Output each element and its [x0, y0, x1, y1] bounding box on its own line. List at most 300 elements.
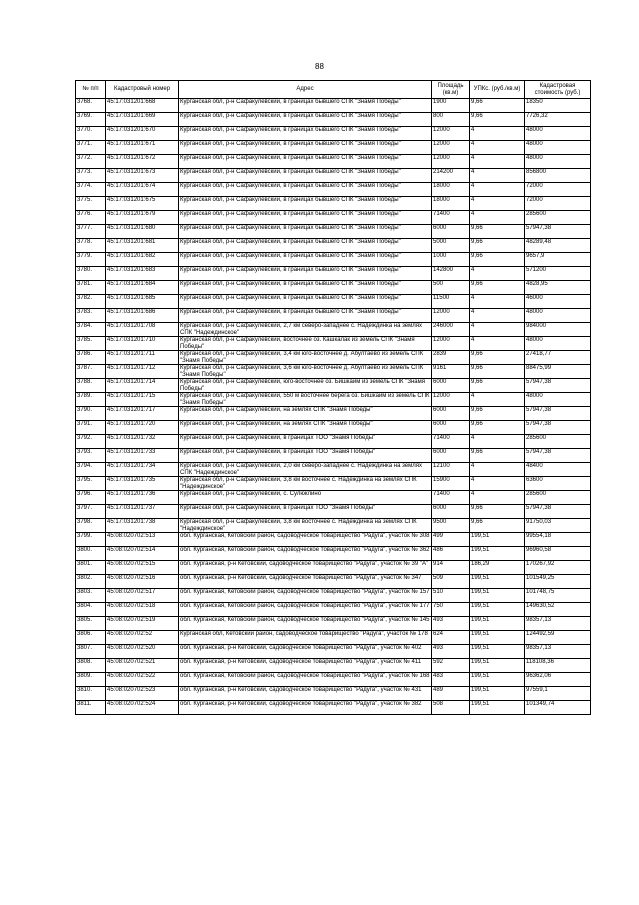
- column-header-address: Адрес: [179, 81, 432, 99]
- cell-upks: 4: [470, 309, 525, 323]
- cell-address: Курганская обл, р-н Сафакулевский, в границах бывшего СПК "Знамя Победы": [179, 141, 432, 155]
- cell-number: 3792.: [76, 435, 106, 449]
- cell-cadastral-value: 48000: [525, 337, 591, 351]
- cell-upks: 9,66: [470, 253, 525, 267]
- cell-number: 3779.: [76, 253, 106, 267]
- cell-cadastral-value: 57947,38: [525, 505, 591, 519]
- cell-cadastral-value: 57947,38: [525, 421, 591, 435]
- cell-number: 3810.: [76, 687, 106, 701]
- cell-cadastral-value: 72000: [525, 183, 591, 197]
- table-row: [76, 505, 591, 519]
- table-row: [76, 547, 591, 561]
- table-row: [76, 323, 591, 337]
- column-header-cadastral-number: Кадастровый номер: [106, 81, 179, 99]
- cell-number: 3798.: [76, 519, 106, 533]
- cell-address: Курганская обл, р-н Сафакулевский, в границах бывшего СПК "Знамя Победы": [179, 169, 432, 183]
- cell-cadastral-value: 46000: [525, 295, 591, 309]
- cell-number: 3811.: [76, 701, 106, 715]
- cell-number: 3788.: [76, 379, 106, 393]
- cell-cadastral-value: 27418,77: [525, 351, 591, 365]
- cell-number: 3808.: [76, 659, 106, 673]
- cell-address: Курганская обл, р-н Сафакулевский, юго-восточнее оз. Бишкаим из земель СПК "Знамя Победы": [179, 379, 432, 393]
- table-row: [76, 687, 591, 701]
- cell-upks: 199,51: [470, 687, 525, 701]
- cell-address: Курганская обл, р-н Сафакулевский, в границах ТОО "Знамя Победы": [179, 505, 432, 519]
- cell-area: 800: [432, 113, 470, 127]
- cell-area: 1900: [432, 99, 470, 113]
- cell-cadastral-value: 101349,74: [525, 701, 591, 715]
- table-row: [76, 155, 591, 169]
- cell-cadastral-number: 45:08:020702:524: [106, 701, 179, 715]
- cell-number: 3772.: [76, 155, 106, 169]
- cell-cadastral-value: 48000: [525, 141, 591, 155]
- table-row: [76, 603, 591, 617]
- cell-upks: 9,66: [470, 505, 525, 519]
- cell-address: Курганская обл, р-н Сафакулевский, 3,4 км юго-восточнее д. Абултаево из земель СПК "Знамя Победы": [179, 351, 432, 365]
- cell-cadastral-value: 96362,06: [525, 673, 591, 687]
- cell-area: 142800: [432, 267, 470, 281]
- cell-cadastral-number: 45:17:031201:668: [106, 99, 179, 113]
- cell-area: 12000: [432, 309, 470, 323]
- cell-number: 3801.: [76, 561, 106, 575]
- cell-address: Курганская обл, р-н Сафакулевский, 3,6 км юго-восточнее д. Абултаево из земель СПК "Знамя Победы": [179, 365, 432, 379]
- cell-cadastral-value: 285600: [525, 211, 591, 225]
- cell-area: 246000: [432, 323, 470, 337]
- cell-address: Курганская обл, р-н Сафакулевский, 3,8 км восточнее с. Надеждинка на землях СПК "Надеждинское": [179, 477, 432, 491]
- cell-area: 750: [432, 603, 470, 617]
- cell-upks: 199,51: [470, 603, 525, 617]
- cell-cadastral-number: 45:17:031201:683: [106, 267, 179, 281]
- table-row: [76, 281, 591, 295]
- cell-upks: 199,51: [470, 617, 525, 631]
- cell-area: 12000: [432, 337, 470, 351]
- table-body: [76, 99, 591, 715]
- cell-cadastral-number: 45:17:031201:685: [106, 295, 179, 309]
- cell-upks: 4: [470, 141, 525, 155]
- cell-cadastral-value: 88475,99: [525, 365, 591, 379]
- cell-address: Курганская обл, р-н Сафакулевский, в границах бывшего СПК "Знамя Победы": [179, 183, 432, 197]
- cell-cadastral-value: 96960,58: [525, 547, 591, 561]
- cell-cadastral-number: 45:17:031201:736: [106, 491, 179, 505]
- cell-number: 3771.: [76, 141, 106, 155]
- cell-upks: 4: [470, 295, 525, 309]
- cell-address: Курганская обл, р-н Сафакулевский, 2,7 км северо-западнее с. Надеждинка на землях СПК "Надеждинское": [179, 323, 432, 337]
- cell-number: 3807.: [76, 645, 106, 659]
- cell-cadastral-value: 63600: [525, 477, 591, 491]
- cell-upks: 199,51: [470, 575, 525, 589]
- cell-number: 3786.: [76, 351, 106, 365]
- cell-upks: 9,66: [470, 239, 525, 253]
- cell-cadastral-number: 45:17:031201:737: [106, 505, 179, 519]
- cell-area: 9500: [432, 519, 470, 533]
- cell-area: 6000: [432, 225, 470, 239]
- column-header-cadastral-value: Кадастровая стоимость (руб.): [525, 81, 591, 99]
- cell-upks: 4: [470, 491, 525, 505]
- cell-address: Курганская обл, р-н Сафакулевский, с. Сулюклино: [179, 491, 432, 505]
- table-row: [76, 225, 591, 239]
- cell-upks: 4: [470, 183, 525, 197]
- cell-address: Курганская обл, р-н Сафакулевский, в границах бывшего СПК "Знамя Победы": [179, 267, 432, 281]
- cell-cadastral-number: 45:17:031201:711: [106, 351, 179, 365]
- cell-address: Курганская обл, р-н Сафакулевский, на землях СПК "Знамя Победы": [179, 407, 432, 421]
- cell-cadastral-number: 45:17:031201:714: [106, 379, 179, 393]
- cell-cadastral-number: 45:17:031201:738: [106, 519, 179, 533]
- cell-number: 3796.: [76, 491, 106, 505]
- cell-cadastral-number: 45:08:020702:520: [106, 645, 179, 659]
- cell-address: Курганская обл, р-н Сафакулевский, в границах ТОО "Знамя Победы": [179, 435, 432, 449]
- cell-number: 3780.: [76, 267, 106, 281]
- cell-number: 3797.: [76, 505, 106, 519]
- table-row: [76, 379, 591, 393]
- cell-address: обл. Курганская, Кетовский район, садоводческое товарищество "Радуга", участок № 145: [179, 617, 432, 631]
- cell-number: 3777.: [76, 225, 106, 239]
- cell-number: 3799.: [76, 533, 106, 547]
- cell-cadastral-number: 45:17:031201:670: [106, 127, 179, 141]
- cell-number: 3773.: [76, 169, 106, 183]
- cell-address: Курганская обл, р-н Сафакулевский, в границах бывшего СПК "Знамя Победы": [179, 239, 432, 253]
- cell-cadastral-number: 45:17:031201:732: [106, 435, 179, 449]
- cell-area: 624: [432, 631, 470, 645]
- cell-cadastral-number: 45:17:031201:682: [106, 253, 179, 267]
- cell-cadastral-value: 124492,59: [525, 631, 591, 645]
- table-row: [76, 239, 591, 253]
- cell-number: 3776.: [76, 211, 106, 225]
- cell-cadastral-number: 45:17:031201:712: [106, 365, 179, 379]
- cell-area: 6000: [432, 407, 470, 421]
- table-row: [76, 127, 591, 141]
- cell-cadastral-number: 45:17:031201:674: [106, 183, 179, 197]
- cell-cadastral-value: 48000: [525, 127, 591, 141]
- cell-area: 5000: [432, 239, 470, 253]
- cell-cadastral-value: 99554,18: [525, 533, 591, 547]
- cell-number: 3794.: [76, 463, 106, 477]
- cell-cadastral-number: 45:17:031201:710: [106, 337, 179, 351]
- cell-cadastral-number: 45:08:020702:514: [106, 547, 179, 561]
- cell-cadastral-number: 45:08:020702:518: [106, 603, 179, 617]
- table-row: [76, 659, 591, 673]
- cell-address: обл. Курганская, Кетовский район, садоводческое товарищество "Радуга", участок № 308: [179, 533, 432, 547]
- table-row: [76, 337, 591, 351]
- cell-upks: 9,66: [470, 99, 525, 113]
- table-row: [76, 211, 591, 225]
- cell-address: обл. Курганская, р-н Кетовский, садоводческое товарищество "Радуга", участок № 411: [179, 659, 432, 673]
- table-row: [76, 477, 591, 491]
- cell-upks: 9,66: [470, 225, 525, 239]
- cell-address: Курганская обл, р-н Сафакулевский, в границах бывшего СПК "Знамя Победы": [179, 225, 432, 239]
- table-row: [76, 645, 591, 659]
- cell-address: обл. Курганская, Кетовский район, садоводческое товарищество "Радуга", участок № 177: [179, 603, 432, 617]
- cell-address: Курганская обл, р-н Сафакулевский, 3,8 км восточнее с. Надеждинка на землях СПК "Надеждинское": [179, 519, 432, 533]
- cell-address: Курганская обл, р-н Сафакулевский, в границах бывшего СПК "Знамя Победы": [179, 281, 432, 295]
- cell-number: 3803.: [76, 589, 106, 603]
- cell-upks: 199,51: [470, 645, 525, 659]
- cell-area: 2839: [432, 351, 470, 365]
- cell-upks: 9,66: [470, 407, 525, 421]
- cell-upks: 4: [470, 169, 525, 183]
- cell-cadastral-value: 7726,32: [525, 113, 591, 127]
- cell-number: 3789.: [76, 393, 106, 407]
- cell-cadastral-number: 45:17:031201:681: [106, 239, 179, 253]
- cell-cadastral-value: 571200: [525, 267, 591, 281]
- cell-upks: 4: [470, 323, 525, 337]
- cell-cadastral-number: 45:08:020702:522: [106, 673, 179, 687]
- cell-upks: 199,51: [470, 547, 525, 561]
- table-row: [76, 519, 591, 533]
- cell-area: 12000: [432, 127, 470, 141]
- cell-cadastral-value: 72000: [525, 197, 591, 211]
- cell-upks: 4: [470, 477, 525, 491]
- cell-cadastral-value: 98357,13: [525, 645, 591, 659]
- cell-area: 71400: [432, 491, 470, 505]
- cell-upks: 4: [470, 393, 525, 407]
- cell-cadastral-number: 45:17:031201:680: [106, 225, 179, 239]
- cell-cadastral-number: 45:17:031201:669: [106, 113, 179, 127]
- cell-cadastral-value: 98357,13: [525, 617, 591, 631]
- cell-number: 3806.: [76, 631, 106, 645]
- cell-number: 3790.: [76, 407, 106, 421]
- column-header-area: Площадь (кв.м): [432, 81, 470, 99]
- cell-cadastral-value: 170267,92: [525, 561, 591, 575]
- header-row: [76, 81, 591, 99]
- cell-upks: 199,51: [470, 631, 525, 645]
- cell-area: 483: [432, 673, 470, 687]
- cell-area: 214200: [432, 169, 470, 183]
- cell-cadastral-value: 18350: [525, 99, 591, 113]
- cell-cadastral-number: 45:17:031201:735: [106, 477, 179, 491]
- table-row: [76, 589, 591, 603]
- cell-address: Курганская обл, р-н Сафакулевский, 2,0 км северо-западнее с. Надеждинка на землях СПК "Надеждинское": [179, 463, 432, 477]
- cell-cadastral-value: 97559,1: [525, 687, 591, 701]
- cell-area: 509: [432, 575, 470, 589]
- cell-upks: 4: [470, 211, 525, 225]
- cell-number: 3787.: [76, 365, 106, 379]
- cell-cadastral-value: 149630,52: [525, 603, 591, 617]
- cell-cadastral-number: 45:17:031201:717: [106, 407, 179, 421]
- cell-area: 9161: [432, 365, 470, 379]
- table-row: [76, 617, 591, 631]
- cell-upks: 4: [470, 267, 525, 281]
- cell-cadastral-value: 57947,38: [525, 225, 591, 239]
- cell-cadastral-number: 45:08:020702:513: [106, 533, 179, 547]
- cell-area: 6000: [432, 505, 470, 519]
- cell-upks: 9,66: [470, 449, 525, 463]
- cell-address: Курганская обл, р-н Сафакулевский, 550 м восточнее берега оз. Бишкаим из земель СПК "Знамя Победы": [180, 393, 430, 406]
- cell-cadastral-value: 57947,38: [525, 379, 591, 393]
- table-row: [76, 183, 591, 197]
- cell-upks: 4: [470, 155, 525, 169]
- table-row: [76, 673, 591, 687]
- cell-cadastral-value: 984000: [525, 323, 591, 337]
- cell-number: 3802.: [76, 575, 106, 589]
- cell-cadastral-value: 48000: [525, 393, 591, 407]
- cell-address: Курганская обл, Кетовский район, садоводческое товарищество "Радуга", участок № 178: [179, 631, 432, 645]
- cell-cadastral-value: 101549,25: [525, 575, 591, 589]
- cell-number: 3770.: [76, 127, 106, 141]
- cell-cadastral-value: 57947,38: [525, 407, 591, 421]
- cell-address: обл. Курганская, Кетовский район, садоводческое товарищество "Радуга", участок № 157: [179, 589, 432, 603]
- table-row: [76, 169, 591, 183]
- cell-cadastral-value: 285600: [525, 435, 591, 449]
- table-row: [76, 575, 591, 589]
- cell-area: 508: [432, 701, 470, 715]
- table-row: [76, 197, 591, 211]
- cell-cadastral-value: 48000: [525, 155, 591, 169]
- cadastral-value-table: [75, 80, 591, 715]
- cell-number: 3795.: [76, 477, 106, 491]
- cell-cadastral-number: 45:08:020702:52: [106, 631, 179, 645]
- cell-area: 18000: [432, 197, 470, 211]
- table-row: [76, 99, 591, 113]
- cell-area: 11500: [432, 295, 470, 309]
- cell-address: Курганская обл, р-н Сафакулевский, в границах бывшего СПК "Знамя Победы": [179, 197, 432, 211]
- cell-area: 12000: [432, 155, 470, 169]
- cell-upks: 4: [470, 463, 525, 477]
- column-header-number: № п/п: [76, 81, 106, 99]
- column-header-upks: УПКс. (руб./кв.м): [470, 81, 525, 99]
- cell-cadastral-number: 45:17:031201:733: [106, 449, 179, 463]
- cell-number: 3769.: [76, 113, 106, 127]
- cell-cadastral-value: 48289,48: [525, 239, 591, 253]
- cell-cadastral-value: 285600: [525, 491, 591, 505]
- cell-cadastral-value: 91750,03: [525, 519, 591, 533]
- cell-number: 3783.: [76, 309, 106, 323]
- cell-cadastral-number: 45:08:020702:523: [106, 687, 179, 701]
- table-row: [76, 533, 591, 547]
- table-row: [76, 253, 591, 267]
- cell-area: 6000: [432, 421, 470, 435]
- cell-cadastral-number: 45:17:031201:679: [106, 211, 179, 225]
- table-row: [76, 463, 591, 477]
- cell-address: обл. Курганская, р-н Кетовский, садоводческое товарищество "Радуга", участок № 402: [179, 645, 432, 659]
- cell-number: 3804.: [76, 603, 106, 617]
- cell-area: 499: [432, 533, 470, 547]
- cell-number: 3805.: [76, 617, 106, 631]
- table-row: [76, 113, 591, 127]
- cell-number: 3784.: [76, 323, 106, 337]
- cell-area: 510: [432, 589, 470, 603]
- cell-cadastral-value: 48400: [525, 463, 591, 477]
- cell-cadastral-number: 45:17:031201:734: [106, 463, 179, 477]
- cell-area: 12000: [432, 141, 470, 155]
- table-row: [76, 393, 591, 407]
- table-header: [76, 81, 591, 99]
- cell-number: 3775.: [76, 197, 106, 211]
- cell-address: Курганская обл, р-н Сафакулевский, в границах бывшего СПК "Знамя Победы": [179, 127, 432, 141]
- page-number: 88: [315, 62, 324, 71]
- cell-address: Курганская обл, р-н Сафакулевский, в границах бывшего СПК "Знамя Победы": [179, 253, 432, 267]
- cell-number: 3782.: [76, 295, 106, 309]
- cell-address: Курганская обл, р-н Сафакулевский, восточнее оз. Кашкалак из земель СПК "Знамя Победы": [179, 337, 432, 351]
- cell-cadastral-value: 57947,38: [525, 449, 591, 463]
- cell-area: 592: [432, 659, 470, 673]
- cell-cadastral-number: 45:17:031201:720: [106, 421, 179, 435]
- cell-cadastral-number: 45:08:020702:517: [106, 589, 179, 603]
- cell-address: Курганская обл, р-н Сафакулевский, на землях СПК "Знамя Победы": [179, 421, 432, 435]
- cell-area: 12000: [432, 393, 470, 407]
- cell-cadastral-number: 45:17:031201:672: [106, 155, 179, 169]
- cell-upks: 9,66: [470, 519, 525, 533]
- cell-area: 18000: [432, 183, 470, 197]
- table-row: [76, 421, 591, 435]
- cell-upks: 199,51: [470, 701, 525, 715]
- table-row: [76, 561, 591, 575]
- cell-cadastral-number: 45:17:031201:684: [106, 281, 179, 295]
- cell-address: Курганская обл, р-н Сафакулевский, в границах бывшего СПК "Знамя Победы": [179, 113, 432, 127]
- cell-area: 914: [432, 561, 470, 575]
- cell-upks: 9,66: [470, 351, 525, 365]
- cell-area: 1000: [432, 253, 470, 267]
- table-row: [76, 141, 591, 155]
- cell-cadastral-number: 45:08:020702:519: [106, 617, 179, 631]
- cell-address: обл. Курганская, р-н Кетовский, садоводческое товарищество "Радуга", участок № 39 "А": [179, 561, 432, 575]
- cell-number: 3768.: [76, 99, 106, 113]
- cell-address: обл. Курганская, Кетовский район, садоводческое товарищество "Радуга", участок № 362: [179, 547, 432, 561]
- cell-upks: 4: [470, 337, 525, 351]
- cell-area: 500: [432, 281, 470, 295]
- cell-cadastral-number: 45:17:031201:671: [106, 141, 179, 155]
- table-row: [76, 449, 591, 463]
- cell-cadastral-number: 45:08:020702:515: [106, 561, 179, 575]
- cell-upks: 186,29: [470, 561, 525, 575]
- table-row: [76, 491, 591, 505]
- cell-cadastral-number: 45:17:031201:686: [106, 309, 179, 323]
- cell-number: 3778.: [76, 239, 106, 253]
- table-row: [76, 701, 591, 715]
- cell-area: 12100: [432, 463, 470, 477]
- table-row: [76, 365, 591, 379]
- cell-address: Курганская обл, р-н Сафакулевский, в границах бывшего СПК "Знамя Победы": [179, 211, 432, 225]
- cell-area: 493: [432, 617, 470, 631]
- table-row: [76, 435, 591, 449]
- cell-address: Курганская обл, р-н Сафакулевский, в границах бывшего СПК "Знамя Победы": [179, 155, 432, 169]
- cell-number: 3793.: [76, 449, 106, 463]
- cell-area: 6000: [432, 379, 470, 393]
- cell-address: Курганская обл, р-н Сафакулевский, в границах ТОО "Знамя Победы": [179, 449, 432, 463]
- cell-upks: 199,51: [470, 673, 525, 687]
- cell-area: 489: [432, 687, 470, 701]
- cell-number: 3791.: [76, 421, 106, 435]
- table-row: [76, 309, 591, 323]
- cell-address: обл. Курганская, Кетовский район, садоводческое товарищество "Радуга", участок № 168: [179, 673, 432, 687]
- cell-upks: 9,66: [470, 421, 525, 435]
- cell-area: 71400: [432, 211, 470, 225]
- table-row: [76, 407, 591, 421]
- cell-upks: 4: [470, 127, 525, 141]
- cell-upks: 9,66: [470, 113, 525, 127]
- cell-area: 486: [432, 547, 470, 561]
- cell-upks: 9,66: [470, 281, 525, 295]
- cell-cadastral-value: 9657,9: [525, 253, 591, 267]
- cell-cadastral-number: 45:17:031201:715: [106, 393, 179, 407]
- cell-cadastral-number: 45:17:031201:673: [106, 169, 179, 183]
- cell-area: 15900: [432, 477, 470, 491]
- table-row: [76, 267, 591, 281]
- cell-number: 3809.: [76, 673, 106, 687]
- cell-cadastral-value: 4828,95: [525, 281, 591, 295]
- cell-upks: 9,66: [470, 379, 525, 393]
- cell-cadastral-value: 101748,75: [525, 589, 591, 603]
- cell-number: 3800.: [76, 547, 106, 561]
- cell-address: Курганская обл, р-н Сафакулевский, в границах бывшего СПК "Знамя Победы": [179, 295, 432, 309]
- cell-cadastral-number: 45:17:031201:708: [106, 323, 179, 337]
- cell-area: 71400: [432, 435, 470, 449]
- cell-cadastral-number: 45:08:020702:521: [106, 659, 179, 673]
- cell-cadastral-number: 45:17:031201:675: [106, 197, 179, 211]
- cell-upks: 199,51: [470, 589, 525, 603]
- cell-cadastral-value: 48000: [525, 309, 591, 323]
- cell-cadastral-value: 856800: [525, 169, 591, 183]
- cell-upks: 4: [470, 197, 525, 211]
